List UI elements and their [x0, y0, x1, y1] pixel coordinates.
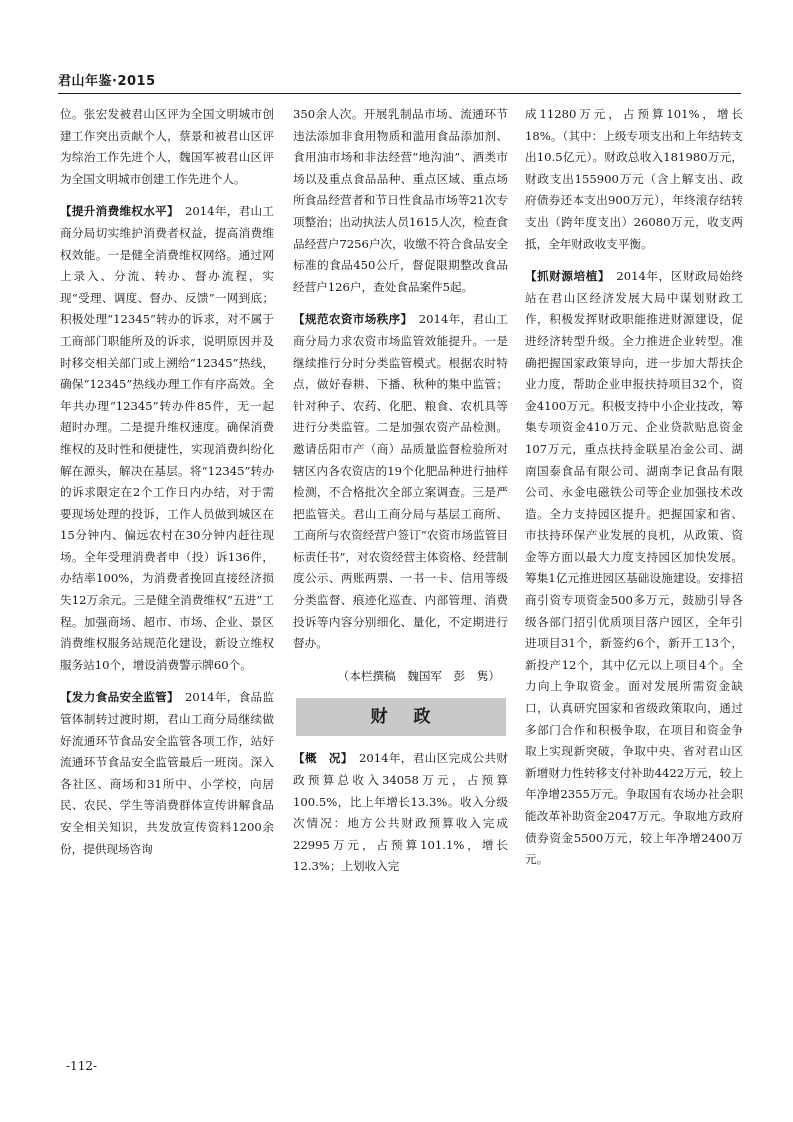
section-food-safety: [60, 687, 274, 860]
column-middle: [293, 104, 508, 889]
paragraph-continued: 位。张宏发被君山区评为全国文明城市创建工作突出贡献个人，蔡景和被君山区评为综治工作先进个人，魏国军被君山区评为全国文明城市创建工作先进个人。: [60, 107, 274, 186]
section-title: 【概 况】: [293, 751, 347, 766]
running-header-title: 君山年鉴·2015: [58, 74, 156, 89]
chapter-heading-finance: 财政: [296, 698, 506, 736]
section-agri-market: [293, 309, 508, 655]
paragraph-continued: 350余人次。开展乳制品市场、流通环节违法添加非食用物质和滥用食品添加剂、食用油市场和非法经营“地沟油”、酒类市场以及重点食品品种、重点区域、重点场所食品经营者和节日性食品市场等21次专项整治；出动执法人员1615人次，检查食品经营户7256户次，收缴不符合食品安全标准的食品450公斤，督促限期整改食品经营户126户，查处食品案件5起。: [293, 107, 509, 294]
section-body: 2014年，君山工商分局切实维护消费者权益，提高消费维权效能。一是健全消费维权网络。通过网上录入、分流、转办、督办流程，实现“受理、调度、督办、反馈”一网到底；积极处理“12345”转办的诉求，对不属于工商部门职能所及的诉求，说明原因并及时移交相关部门或上溯给“12345”热线，确保“12345”热线办理工作有序高效。全年共办理“12345”转办件85件，无一起超时办理。二是提升维权速度。确保消费维权的及时性和便捷性，实现消费纠纷化解在源头，解决在基层。将“12345”转办的诉求限定在2个工作日内办结，对于需要现场处理的投诉，工作人员做到城区在15分钟内、偏远农村在30分钟内赶往现场。全年受理消费者申（投）诉136件，办结率100%，为消费者挽回直接经济损失12万余元。三是健全消费维权“五进”工程。加强商场、超市、市场、企业、景区消费维权服务站规范化建设，新设立维权服务站10个，增设消费警示牌60个。: [60, 204, 274, 672]
section-title: 【规范农资市场秩序】: [293, 312, 407, 327]
section-body: 2014年，君山工商分局力求农资市场监管效能提升。一是继续推行分时分类监管模式。根据农时特点，做好春耕、下播、秋种的集中监管；针对种子、农药、化肥、粮食、农机具等进行分类监管。二是加强农资产品检测。邀请岳阳市产（商）品质量监督检验所对辖区内各农资店的19个化肥品种进行抽样检测，不合格批次全部立案调查。三是严把监管关。君山工商分局与基层工商所、工商所与农资经营户签订“农资市场监管目标责任书”，对农资经营主体资格、经营制度公示、两账两票、一书一卡、信用等级分类监督、痕迹化巡查、内部管理、消费投诉等内容分别细化、量化，不定期进行督办。: [293, 312, 508, 651]
section-title: 【抓财源培植】: [525, 269, 605, 284]
header-divider: [58, 93, 741, 94]
column-right: [525, 104, 743, 882]
section-body: 2014年，区财政局始终站在君山区经济发展大局中谋划财政工作，积极发挥财政职能推进财源建设，促进经济转型升级。全力推进企业转型。准确把握国家政策导向，进一步加大帮扶企业力度，帮助企业申报扶持项目32个，资金4100万元。积极支持中小企业技改，筹集专项资金410万元、企业贷款贴息资金107万元，重点扶持金联星冶金公司、湖南国泰食品有限公司、湖南李记食品有限公司、永金电磁铁公司等企业加强技术改造。全力支持园区提升。把握国家和省、市扶持环保产业发展的良机，从政策、资金等方面以最大力度支持园区加快发展。筹集1亿元推进园区基础设施建设。安排招商引资专项资金500多万元，鼓励引导各级各部门招引优质项目落户园区，全年引进项目31个，新签约6个，新开工13个，新投产12个，其中亿元以上项目4个。全力向上争取资金。面对发展所需资金缺口，认真研究国家和省级政策取向，通过多部门合作和积极争取，在项目和资金争取上实现新突破，争取中央、省对君山区新增财力性转移支付补助4422万元，较上年净增2355万元。争取国有农场办社会职能改革补助资金2047万元。争取地方政府债券资金5500万元，较上年净增2400万元。: [525, 269, 743, 867]
page-number: -112-: [66, 1059, 98, 1073]
section-overview: [293, 748, 508, 878]
section-revenue-cultivation: [525, 266, 743, 871]
author-credit: （本栏撰稿 魏国军 彭 隽）: [337, 668, 500, 683]
section-title: 【发力食品安全监管】: [60, 690, 174, 705]
section-title: 【提升消费维权水平】: [60, 204, 174, 219]
section-body: 2014年，君山区完成公共财政预算总收入34058万元，占预算100.5%，比上年增长13.3%。收入分级次情况：地方公共财政预算收入完成22995万元，占预算101.1%，增长12.3%；上划收入完: [293, 751, 509, 874]
paragraph-continued: 成11280万元，占预算101%，增长18%。（其中：上级专项支出和上年结转支出10.5亿元）。财政总收入181980万元，财政支出155900万元（含上解支出、政府债券还本支出900万元），年终滚存结转支出（跨年度支出）26080万元，收支两抵，全年财政收支平衡。: [525, 107, 743, 251]
section-consumer-rights: [60, 201, 274, 676]
section-body: 2014年，食品监管体制转过渡时期，君山工商分局继续做好流通环节食品安全监管各项工作，站好流通环节食品安全监管最后一班岗。深入各社区、商场和31所中、小学校，向居民、农民、学生等消费群体宣传讲解食品安全相关知识，共发放宣传资料1200余份，提供现场咨询: [60, 690, 274, 856]
column-left: [60, 104, 274, 871]
